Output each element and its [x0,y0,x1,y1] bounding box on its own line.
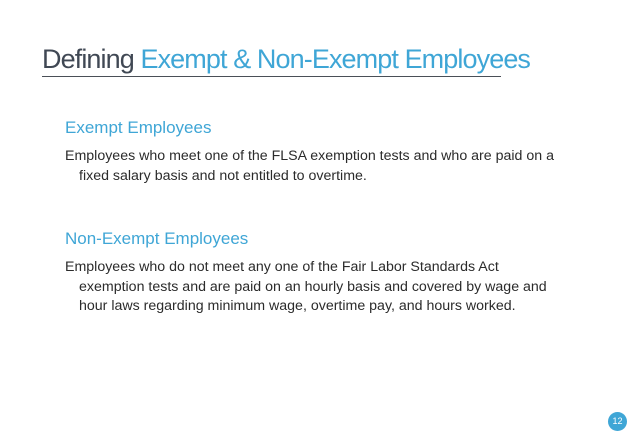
exempt-employees-definition: Employees who meet one of the FLSA exemption tests and who are paid on a fixed salary basis and not entitled to overtime. [65,148,554,184]
title-plain-text: Defining [42,44,141,74]
non-exempt-employees-definition: Employees who do not meet any one of the Fair Labor Standards Act exemption tests and are paid on an hourly basis and covered by wage and hour laws regarding minimum wage, overtime pay, and hours worked. [65,259,547,314]
title-underline [42,76,501,77]
page-number-badge: 12 [608,412,627,431]
exempt-employees-section [65,117,565,186]
non-exempt-employees-heading: Non-Exempt Employees [65,229,249,248]
slide-title [42,42,530,76]
non-exempt-employees-section [65,228,565,317]
exempt-employees-heading: Exempt Employees [65,118,212,137]
title-accent-text: Exempt & Non-Exempt Employees [140,44,531,74]
